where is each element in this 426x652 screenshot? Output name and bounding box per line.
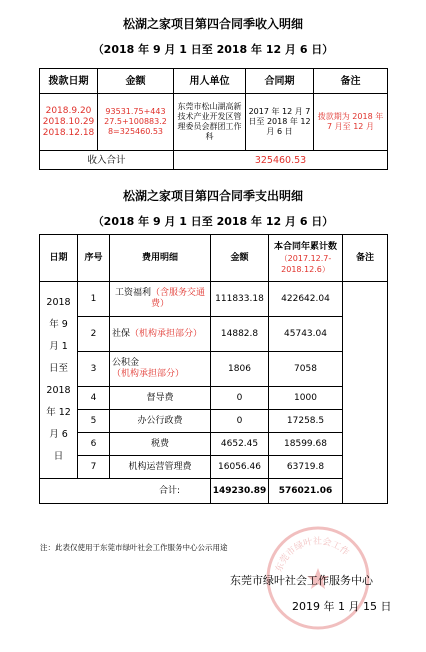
table-row [40,282,388,317]
expense-note-cell [343,282,388,504]
income-header-amount: 金额 [98,69,174,94]
date-line: 月 1 [49,341,68,352]
income-total-label: 收入合计 [40,151,174,170]
expense-date-cell [40,282,78,479]
expense-total-amount: 149230.89 [211,479,269,504]
row-amount: 4652.45 [211,433,269,456]
row-item [110,352,211,387]
expense-total-cumulative: 576021.06 [269,479,343,504]
row-no: 6 [78,433,110,456]
date-line: 年 12 [46,407,71,418]
expense-header-item: 费用明细 [110,235,211,282]
income-date: 2018.9.20 [45,105,92,116]
row-no: 4 [78,387,110,410]
income-period: （2018 年 9 月 1 日至 2018 年 12 月 6 日） [92,43,334,56]
income-header-employer: 用人单位 [174,69,246,94]
footer-organization: 东莞市绿叶社会工作服务中心 [230,574,373,587]
expense-header-cumulative-label: 本合同年累计数 [273,241,337,252]
row-item: 机构运营管理费 [110,456,211,479]
date-line: 日至 [48,363,68,374]
item-note: （机构承担部分） [130,328,203,339]
row-amount: 111833.18 [211,282,269,317]
row-amount: 0 [211,387,269,410]
expense-period: （2018 年 9 月 1 日至 2018 年 12 月 6 日） [92,215,334,228]
income-note-cell: 拨款期为 2018 年 7 月至 12 月 [314,94,388,151]
row-amount: 1806 [211,352,269,387]
income-header-date: 拨款日期 [40,69,98,94]
expense-header-date: 日期 [40,235,78,282]
income-header-contract: 合同期 [246,69,314,94]
income-employer-cell: 东莞市松山湖高新技术产业开发区管理委员会群团工作科 [174,94,246,151]
row-item: 税费 [110,433,211,456]
row-amount: 14882.8 [211,317,269,352]
row-amount: 16056.46 [211,456,269,479]
row-cumulative: 63719.8 [269,456,343,479]
row-item [110,282,211,317]
seal-text-path: 东莞市绿叶社会工作 [274,536,351,574]
footer-note: 注：此表仅使用于东莞市绿叶社会工作服务中心公示用途 [40,543,228,552]
table-row [40,433,388,456]
expense-header-cumulative [269,235,343,282]
date-line: 年 9 [49,319,68,330]
income-contract-cell: 2017 年 12 月 7 日至 2018 年 12 月 6 日 [246,94,314,151]
row-no: 1 [78,282,110,317]
income-table [39,68,388,170]
item-note: （机构承担部分） [112,369,185,379]
income-amount-cell: 93531.75+443 27.5+100883.2 8=325460.53 [98,94,174,151]
date-line: 2018 [46,385,71,396]
row-item: 督导费 [110,387,211,410]
row-no: 7 [78,456,110,479]
income-data-row [40,94,388,151]
row-cumulative: 18599.68 [269,433,343,456]
item-label: 社保 [112,328,131,339]
date-line: 日 [53,451,64,462]
income-total-value: 325460.53 [174,151,388,170]
row-cumulative: 1000 [269,387,343,410]
income-date: 2018.10.29 [42,116,95,127]
expense-header-no: 序号 [78,235,110,282]
item-label: 工资福利 [114,288,151,298]
expense-total-label: 合计: [40,479,211,504]
row-amount: 0 [211,410,269,433]
table-row [40,387,388,410]
income-header-row [40,69,388,94]
row-no: 3 [78,352,110,387]
expense-title: 松湖之家项目第四合同季支出明细 [122,189,303,203]
row-no: 2 [78,317,110,352]
expense-header-note: 备注 [343,235,388,282]
date-line: 月 6 [49,429,68,440]
income-total-row [40,151,388,170]
expense-table [39,234,388,504]
table-row [40,352,388,387]
income-date: 2018.12.18 [42,127,95,138]
expense-total-row [40,479,388,504]
item-note: （含服务交通费） [150,288,206,309]
row-cumulative: 17258.5 [269,410,343,433]
expense-header-cumulative-sub: （2017.12.7-2018.12.6） [279,253,332,274]
table-row [40,456,388,479]
table-row [40,317,388,352]
footer-date: 2019 年 1 月 15 日 [292,600,392,613]
row-cumulative: 422642.04 [269,282,343,317]
income-title: 松湖之家项目第四合同季收入明细 [122,17,303,31]
row-cumulative: 7058 [269,352,343,387]
income-header-note: 备注 [314,69,388,94]
row-cumulative: 45743.04 [269,317,343,352]
date-line: 2018 [46,297,71,308]
row-no: 5 [78,410,110,433]
row-item: 办公行政费 [110,410,211,433]
item-label: 公积金 [112,358,140,368]
row-item [110,317,211,352]
table-row [40,410,388,433]
expense-header-amount: 金额 [211,235,269,282]
expense-header-row [40,235,388,282]
income-dates-cell [40,94,98,151]
